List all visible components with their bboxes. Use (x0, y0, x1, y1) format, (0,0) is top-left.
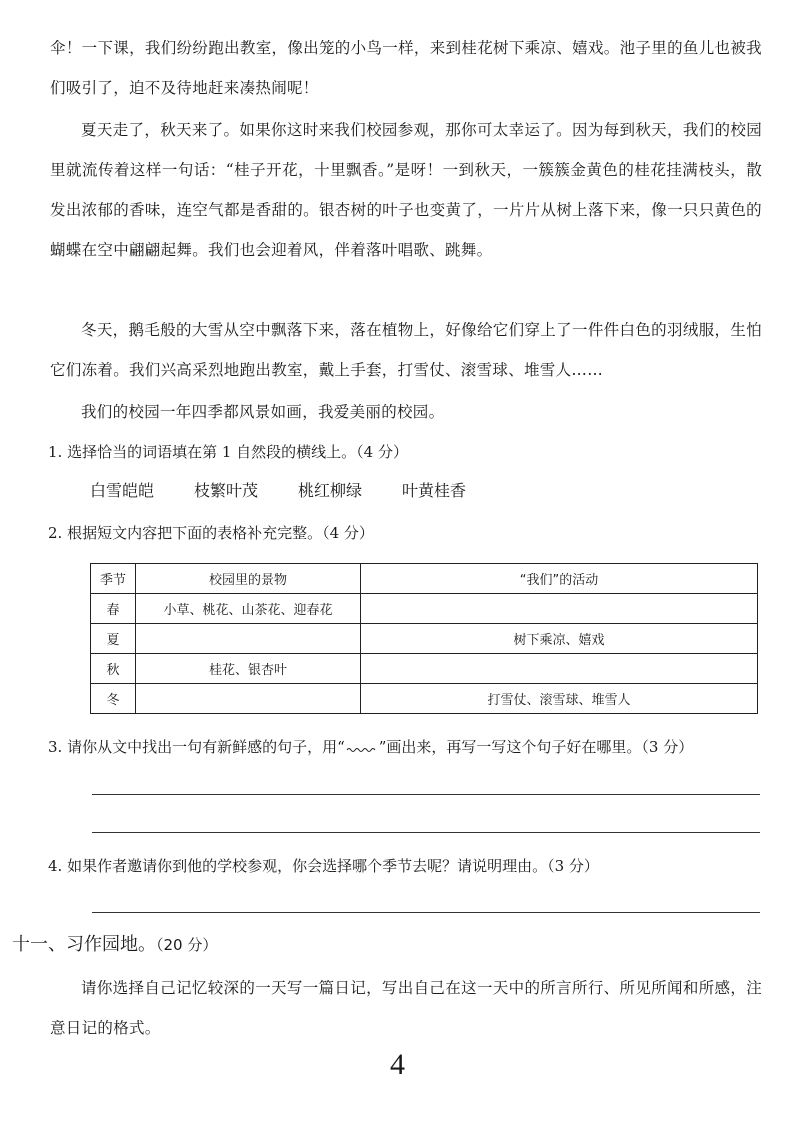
table-header-cell: 季节 (91, 564, 136, 594)
section-11-heading (12, 930, 217, 956)
table-cell: 冬 (91, 684, 136, 714)
answer-line[interactable] (92, 832, 760, 833)
table-header-row (91, 564, 758, 594)
table-row (91, 594, 758, 624)
question-3-text-before: 3. 请你从文中找出一句有新鲜感的句子，用“ (48, 738, 345, 756)
passage-paragraph-winter: 冬天，鹅毛般的大雪从空中飘落下来，落在植物上，好像给它们穿上了一件件白色的羽绒服，生怕它们冻着。我们兴高采烈地跑出教室，戴上手套，打雪仗、滚雪球、堆雪人…… (50, 321, 762, 379)
word-option: 白雪皑皑 (90, 481, 155, 500)
section-11-title: 十一、习作园地。 (12, 934, 156, 955)
table-cell (361, 594, 758, 624)
word-options (90, 478, 466, 501)
question-3-text-after: ”画出来，再写一写这个句子好在哪里。（3 分） (378, 738, 694, 756)
question-1: 1. 选择恰当的词语填在第 1 自然段的横线上。（4 分） (48, 443, 408, 461)
table-cell: 树下乘凉、嬉戏 (361, 624, 758, 654)
table-header-cell: 校园里的景物 (136, 564, 361, 594)
answer-line[interactable] (92, 794, 760, 795)
table-header-cell: “我们”的活动 (361, 564, 758, 594)
question-3 (48, 736, 693, 757)
table-cell: 秋 (91, 654, 136, 684)
table-cell (136, 624, 361, 654)
table-row (91, 684, 758, 714)
wavy-underline-icon (345, 742, 379, 754)
passage-paragraph-spring-end: 伞！一下课，我们纷纷跑出教室，像出笼的小鸟一样，来到桂花树下乘凉、嬉戏。池子里的鱼儿也被我们吸引了，迫不及待地赶来凑热闹呢！ (50, 39, 762, 97)
table-cell: 夏 (91, 624, 136, 654)
word-option: 枝繁叶茂 (194, 481, 259, 500)
table-cell: 桂花、银杏叶 (136, 654, 361, 684)
page-number: 4 (390, 1048, 405, 1081)
question-2: 2. 根据短文内容把下面的表格补充完整。（4 分） (48, 524, 374, 542)
word-option: 桃红柳绿 (298, 481, 363, 500)
table-row (91, 654, 758, 684)
passage-paragraph-conclusion: 我们的校园一年四季都风景如画，我爱美丽的校园。 (81, 403, 445, 421)
season-table (90, 563, 758, 714)
passage-paragraph-autumn: 夏天走了，秋天来了。如果你这时来我们校园参观，那你可太幸运了。因为每到秋天，我们的校园里就流传着这样一句话：“桂子开花，十里飘香。”是呀！一到秋天，一簇簇金黄色的桂花挂满枝头，散发出浓郁的香味，连空气都是香甜的。银杏树的叶子也变黄了，一片片从树上落下来，像一只只黄色的蝴蝶在空中翩翩起舞。我们也会迎着风，伴着落叶唱歌、跳舞。 (50, 121, 762, 259)
question-4: 4. 如果作者邀请你到他的学校参观，你会选择哪个季节去呢？请说明理由。（3 分） (48, 857, 599, 875)
writing-prompt: 请你选择自己记忆较深的一天写一篇日记，写出自己在这一天中的所言所行、所见所闻和所感，注意日记的格式。 (50, 979, 762, 1037)
answer-line[interactable] (92, 912, 760, 913)
table-cell: 春 (91, 594, 136, 624)
table-cell (361, 654, 758, 684)
table-cell (136, 684, 361, 714)
table-cell: 打雪仗、滚雪球、堆雪人 (361, 684, 758, 714)
word-option: 叶黄桂香 (402, 481, 467, 500)
section-11-points: （20 分） (156, 936, 218, 954)
table-row (91, 624, 758, 654)
table-cell: 小草、桃花、山茶花、迎春花 (136, 594, 361, 624)
